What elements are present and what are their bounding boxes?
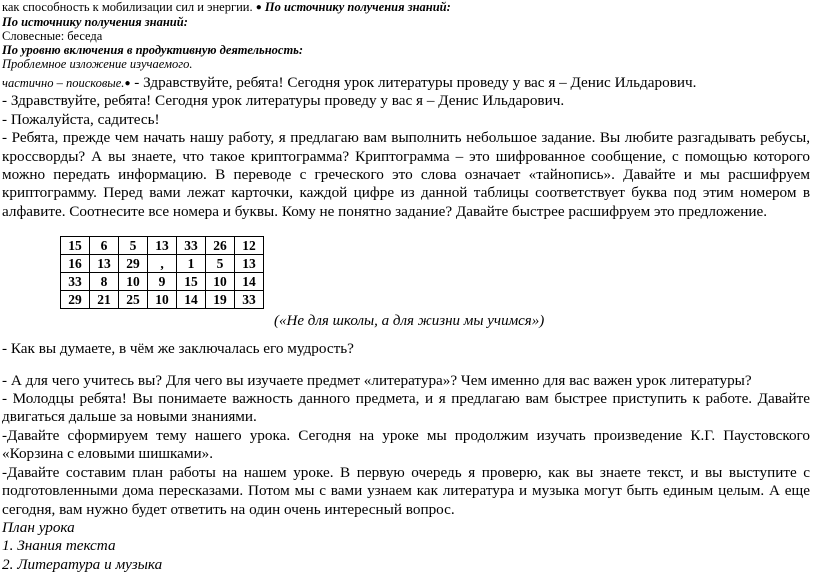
cipher-cell: 9 [148,273,177,291]
cipher-cell: 15 [61,237,90,255]
cipher-cell: 25 [119,291,148,309]
cipher-cell: 14 [177,291,206,309]
cipher-cell: 12 [235,237,264,255]
partial-search-label: частично – поисковые. [2,76,125,90]
header-line-3: Словесные: беседа [2,29,103,43]
cipher-cell: 13 [148,237,177,255]
question-why-study: - А для чего учитесь вы? Для чего вы изучаете предмет «литература»? Чем именно для вас важен урок литературы? [2,371,752,389]
cipher-cell: 19 [206,291,235,309]
cipher-row [61,237,264,255]
dialog-greeting: - Здравствуйте, ребята! Сегодня урок литературы проведу у вас я – Денис Ильдарович. [2,92,565,110]
cipher-cell: 14 [235,273,264,291]
praise-paragraph: - Молодцы ребята! Вы понимаете важность данного предмета, и я предлагаю вам быстрее приступить к работе. Давайте двигаться дальше за новыми знаниями. [2,390,810,426]
greeting-text: - Здравствуйте, ребята! Сегодня урок литературы проведу у вас я – Денис Ильдарович. [130,74,697,91]
cipher-cell: 29 [61,291,90,309]
cipher-cell: 33 [61,273,90,291]
lesson-topic-paragraph: -Давайте сформируем тему нашего урока. Сегодня на уроке мы продолжим изучать произведение К.Г. Паустовского «Корзина с еловыми шишками». [2,426,810,463]
cipher-cell: , [148,255,177,273]
dialog-sit-down: - Пожалуйста, садитесь! [2,110,160,128]
cipher-row [61,255,264,273]
cipher-cell: 5 [206,255,235,273]
plan-item-1: 1. Знания текста [2,537,116,555]
cipher-cell: 1 [177,255,206,273]
bullet-icon: ● [255,2,262,13]
cipher-cell: 16 [61,255,90,273]
plan-item-2: 2. Литература и музыка [2,555,163,573]
cipher-cell: 33 [235,291,264,309]
motto: («Не для школы, а для жизни мы учимся») [274,313,545,330]
cipher-cell: 33 [177,237,206,255]
cipher-cell: 15 [177,273,206,291]
cipher-cell: 8 [90,273,119,291]
cipher-row [61,291,264,309]
header-line-4: По уровню включения в продуктивную деятельность: [2,43,304,57]
question-wisdom: - Как вы думаете, в чём же заключалась его мудрость? [2,340,354,358]
dialog-cryptogram-task: - Ребята, прежде чем начать нашу работу, я предлагаю вам выполнить небольшое задание. Вы любите разгадывать ребусы, кроссворды? А вы знаете, что такое криптограмма? Криптограмма – это шифрованное сообщение, с помощью которого можно передать информацию. В переводе с греческого это слова означает «тайнопись». Давайте и мы расшифруем криптограмму. Перед вами лежат карточки, каждой цифре из данной таблицы соответствует буква под этим номером в алфавите. Соотнесите все номера и буквы. Кому не понятно задание? Давайте быстрее расшифруем это предложение. [2,129,810,220]
cipher-cell: 5 [119,237,148,255]
cipher-cell: 10 [206,273,235,291]
header-line-1 [2,0,810,15]
header-line-5: Проблемное изложение изучаемого. [2,57,193,71]
cipher-cell: 21 [90,291,119,309]
knowledge-source-heading: По источнику получения знаний: [264,0,451,14]
cipher-row [61,273,264,291]
plan-title: План урока [2,518,75,536]
cipher-cell: 6 [90,237,119,255]
cipher-cell: 29 [119,255,148,273]
cipher-cell: 13 [90,255,119,273]
lesson-plan-paragraph: -Давайте составим план работы на нашем уроке. В первую очередь я проверю, как вы знаете текст, и вы выступите с подготовленными дома пересказами. Потом мы с вами узнаем как литература и музыка могут быть единым целым. А еще сегодня, вам нужно будет ответить на один очень интересный вопрос. [2,463,810,518]
header-line-6 [2,74,810,92]
cipher-cell: 10 [148,291,177,309]
mobilization-text: как способность к мобилизации сил и энергии. [2,0,253,14]
header-line-2: По источнику получения знаний: [2,15,188,29]
cipher-table [60,236,264,309]
cipher-cell: 10 [119,273,148,291]
bullet-icon: ● [124,78,131,89]
cipher-cell: 26 [206,237,235,255]
cipher-cell: 13 [235,255,264,273]
